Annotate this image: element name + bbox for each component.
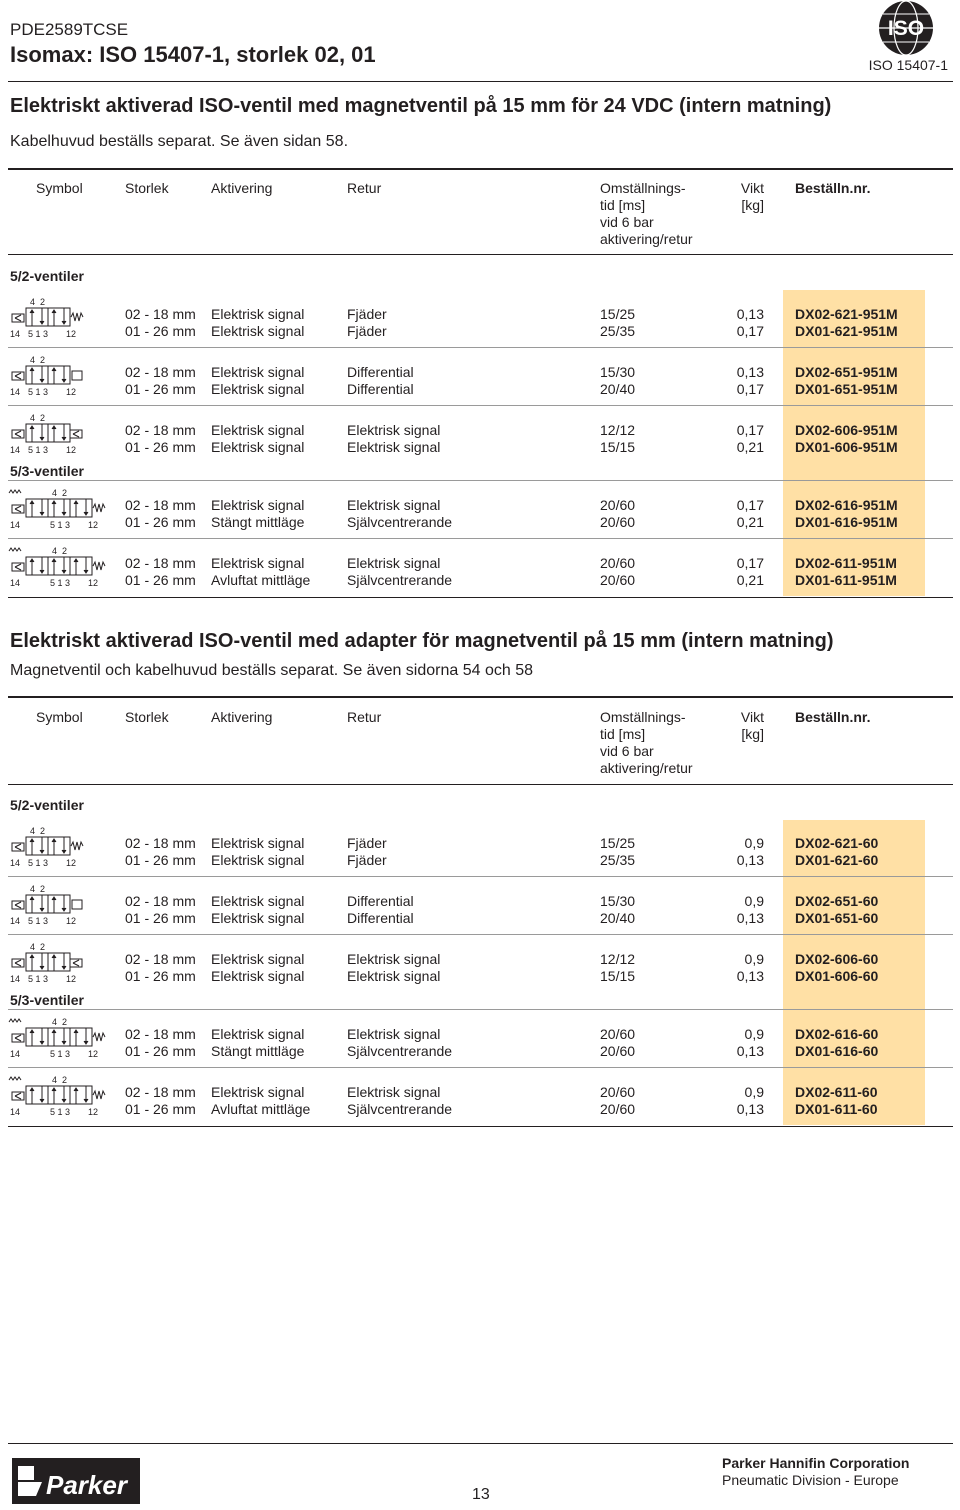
- section-title: Elektriskt aktiverad ISO-ventil med adapter för magnetventil på 15 mm (intern matning): [10, 630, 834, 652]
- size-cell: 02 - 18 mm: [125, 835, 196, 851]
- size-cell: 02 - 18 mm: [125, 497, 196, 513]
- division-name: Pneumatic Division - Europe: [722, 1472, 899, 1488]
- switch-time-cell: 15/15: [600, 439, 636, 455]
- svg-text:4: 4: [30, 355, 36, 365]
- column-header-switch-time-line: vid 6 bar: [600, 214, 654, 230]
- actuation-cell: Elektrisk signal: [211, 893, 305, 909]
- weight-cell: 0,21: [736, 439, 764, 455]
- actuation-cell: Elektrisk signal: [211, 852, 305, 868]
- row-divider: [8, 876, 953, 877]
- row-divider: [8, 405, 953, 406]
- weight-cell: 0,13: [736, 1043, 764, 1059]
- svg-text:4: 4: [52, 1075, 58, 1085]
- switch-time-cell: 25/35: [600, 323, 636, 339]
- switch-time-cell: 20/60: [600, 1084, 636, 1100]
- switch-time-cell: 12/12: [600, 422, 636, 438]
- switch-time-cell: 20/60: [600, 1101, 636, 1117]
- header-rule: [8, 254, 953, 255]
- order-number-cell: DX01-616-60: [795, 1043, 879, 1059]
- svg-text:12: 12: [66, 916, 77, 926]
- size-cell: 02 - 18 mm: [125, 1084, 196, 1100]
- column-header-symbol: Symbol: [36, 709, 83, 725]
- order-number-cell: DX02-616-951M: [795, 497, 898, 513]
- svg-text:2: 2: [40, 355, 46, 365]
- svg-text:14: 14: [10, 329, 21, 339]
- return-cell: Självcentrerande: [347, 1043, 453, 1059]
- order-number-cell: DX02-651-951M: [795, 364, 898, 380]
- weight-cell: 0,17: [736, 381, 764, 397]
- column-header-weight-line: Vikt: [740, 709, 764, 725]
- svg-text:2: 2: [40, 884, 46, 894]
- column-header-weight-line: Vikt: [740, 180, 764, 196]
- svg-text:12: 12: [66, 858, 77, 868]
- return-cell: Differential: [347, 910, 414, 926]
- column-header-switch-time-line: aktivering/retur: [600, 760, 693, 776]
- column-header-switch-time: [600, 180, 693, 248]
- weight-cell: 0,13: [736, 306, 764, 322]
- return-cell: Differential: [347, 893, 414, 909]
- svg-text:5 1 3: 5 1 3: [28, 445, 49, 455]
- weight-cell: 0,17: [736, 497, 764, 513]
- valve-symbol-icon: [8, 1016, 112, 1060]
- column-header-actuation: Aktivering: [211, 180, 273, 196]
- row-divider: [8, 1009, 953, 1010]
- size-cell: 01 - 26 mm: [125, 968, 196, 984]
- return-cell: Fjäder: [347, 323, 387, 339]
- svg-text:12: 12: [66, 445, 77, 455]
- svg-text:5 1 3: 5 1 3: [50, 520, 71, 530]
- weight-cell: 0,13: [736, 852, 764, 868]
- switch-time-cell: 15/15: [600, 968, 636, 984]
- svg-text:5 1 3: 5 1 3: [28, 329, 49, 339]
- return-cell: Självcentrerande: [347, 572, 453, 588]
- page-number: 13: [472, 1486, 490, 1503]
- row-divider: [8, 480, 953, 481]
- iso-logo: [878, 0, 934, 56]
- switch-time-cell: 20/60: [600, 514, 636, 530]
- svg-text:14: 14: [10, 1049, 21, 1059]
- column-header-switch-time-line: aktivering/retur: [600, 231, 693, 247]
- svg-text:14: 14: [10, 387, 21, 397]
- size-cell: 02 - 18 mm: [125, 1026, 196, 1042]
- row-divider: [8, 934, 953, 935]
- header-rule: [8, 81, 953, 82]
- order-number-cell: DX01-616-951M: [795, 514, 898, 530]
- svg-text:2: 2: [40, 297, 46, 307]
- group-label: 5/2-ventiler: [10, 268, 84, 284]
- column-header-switch-time: [600, 709, 693, 777]
- svg-text:5 1 3: 5 1 3: [28, 858, 49, 868]
- switch-time-cell: 15/30: [600, 364, 636, 380]
- actuation-cell: Elektrisk signal: [211, 1026, 305, 1042]
- svg-text:4: 4: [30, 884, 36, 894]
- company-name: Parker Hannifin Corporation: [722, 1455, 910, 1471]
- switch-time-cell: 20/40: [600, 910, 636, 926]
- column-header-return: Retur: [347, 709, 382, 725]
- switch-time-cell: 15/25: [600, 306, 636, 322]
- weight-cell: 0,13: [736, 968, 764, 984]
- switch-time-cell: 20/60: [600, 497, 636, 513]
- svg-text:4: 4: [30, 413, 36, 423]
- order-number-cell: DX01-651-951M: [795, 381, 898, 397]
- column-header-switch-time-line: vid 6 bar: [600, 743, 654, 759]
- return-cell: Elektrisk signal: [347, 968, 441, 984]
- size-cell: 01 - 26 mm: [125, 1043, 196, 1059]
- svg-text:12: 12: [66, 387, 77, 397]
- weight-cell: 0,17: [736, 422, 764, 438]
- order-number-cell: DX01-606-60: [795, 968, 879, 984]
- actuation-cell: Elektrisk signal: [211, 555, 305, 571]
- valve-symbol-icon: [8, 941, 112, 985]
- actuation-cell: Avluftat mittläge: [211, 1101, 311, 1117]
- actuation-cell: Stängt mittläge: [211, 514, 305, 530]
- group-label: 5/3-ventiler: [10, 463, 84, 479]
- svg-text:5 1 3: 5 1 3: [50, 1049, 71, 1059]
- valve-symbol-icon: [8, 354, 112, 398]
- order-number-cell: DX01-651-60: [795, 910, 879, 926]
- section-rule: [8, 168, 953, 170]
- return-cell: Elektrisk signal: [347, 555, 441, 571]
- return-cell: Fjäder: [347, 835, 387, 851]
- column-header-weight: [735, 180, 764, 214]
- size-cell: 01 - 26 mm: [125, 852, 196, 868]
- svg-text:2: 2: [40, 826, 46, 836]
- actuation-cell: Elektrisk signal: [211, 323, 305, 339]
- svg-text:4: 4: [52, 1017, 58, 1027]
- order-number-cell: DX01-606-951M: [795, 439, 898, 455]
- weight-cell: 0,13: [736, 364, 764, 380]
- column-header-size: Storlek: [125, 180, 169, 196]
- actuation-cell: Elektrisk signal: [211, 910, 305, 926]
- size-cell: 01 - 26 mm: [125, 323, 196, 339]
- weight-cell: 0,9: [744, 1026, 764, 1042]
- size-cell: 02 - 18 mm: [125, 951, 196, 967]
- return-cell: Fjäder: [347, 306, 387, 322]
- svg-text:2: 2: [40, 942, 46, 952]
- section-subtitle: Kabelhuvud beställs separat. Se även sidan 58.: [10, 133, 349, 150]
- column-header-actuation: Aktivering: [211, 709, 273, 725]
- switch-time-cell: 20/60: [600, 572, 636, 588]
- row-divider: [8, 538, 953, 539]
- svg-text:14: 14: [10, 1107, 21, 1117]
- svg-text:14: 14: [10, 520, 21, 530]
- order-number-cell: DX02-606-951M: [795, 422, 898, 438]
- order-number-cell: DX02-606-60: [795, 951, 879, 967]
- return-cell: Fjäder: [347, 852, 387, 868]
- actuation-cell: Elektrisk signal: [211, 1084, 305, 1100]
- valve-symbol-icon: [8, 487, 112, 531]
- column-header-symbol: Symbol: [36, 180, 83, 196]
- row-divider: [8, 1067, 953, 1068]
- order-number-cell: DX02-651-60: [795, 893, 879, 909]
- return-cell: Elektrisk signal: [347, 439, 441, 455]
- return-cell: Elektrisk signal: [347, 1084, 441, 1100]
- size-cell: 01 - 26 mm: [125, 1101, 196, 1117]
- size-cell: 02 - 18 mm: [125, 555, 196, 571]
- size-cell: 02 - 18 mm: [125, 893, 196, 909]
- svg-text:12: 12: [88, 1049, 99, 1059]
- switch-time-cell: 20/60: [600, 1043, 636, 1059]
- column-header-weight-line: [kg]: [741, 726, 764, 742]
- column-header-return: Retur: [347, 180, 382, 196]
- weight-cell: 0,9: [744, 893, 764, 909]
- svg-text:4: 4: [30, 942, 36, 952]
- weight-cell: 0,17: [736, 323, 764, 339]
- valve-symbol-icon: [8, 1074, 112, 1118]
- valve-symbol-icon: [8, 296, 112, 340]
- actuation-cell: Elektrisk signal: [211, 968, 305, 984]
- switch-time-cell: 20/60: [600, 1026, 636, 1042]
- actuation-cell: Elektrisk signal: [211, 439, 305, 455]
- return-cell: Elektrisk signal: [347, 422, 441, 438]
- column-header-weight: [735, 709, 764, 743]
- svg-text:2: 2: [62, 1017, 68, 1027]
- svg-text:12: 12: [66, 974, 77, 984]
- svg-text:12: 12: [66, 329, 77, 339]
- row-divider: [8, 1126, 953, 1127]
- switch-time-cell: 15/30: [600, 893, 636, 909]
- switch-time-cell: 25/35: [600, 852, 636, 868]
- document-code: PDE2589TCSE: [10, 20, 129, 39]
- standard-label: ISO 15407-1: [868, 57, 948, 73]
- order-number-cell: DX02-611-951M: [795, 555, 897, 571]
- actuation-cell: Elektrisk signal: [211, 364, 305, 380]
- column-header-switch-time-line: Omställnings-: [600, 709, 686, 725]
- svg-text:14: 14: [10, 445, 21, 455]
- svg-text:5 1 3: 5 1 3: [50, 1107, 71, 1117]
- svg-text:2: 2: [40, 413, 46, 423]
- valve-symbol-icon: [8, 883, 112, 927]
- column-header-weight-line: [kg]: [741, 197, 764, 213]
- column-header-switch-time-line: tid [ms]: [600, 726, 646, 742]
- weight-cell: 0,21: [736, 572, 764, 588]
- svg-text:2: 2: [62, 488, 68, 498]
- parker-logo: [12, 1458, 140, 1504]
- order-number-cell: DX01-611-60: [795, 1101, 878, 1117]
- order-number-cell: DX02-621-60: [795, 835, 879, 851]
- svg-text:12: 12: [88, 520, 99, 530]
- weight-cell: 0,21: [736, 514, 764, 530]
- section-rule: [8, 696, 953, 698]
- return-cell: Elektrisk signal: [347, 1026, 441, 1042]
- weight-cell: 0,17: [736, 555, 764, 571]
- actuation-cell: Elektrisk signal: [211, 381, 305, 397]
- size-cell: 01 - 26 mm: [125, 572, 196, 588]
- actuation-cell: Stängt mittläge: [211, 1043, 305, 1059]
- actuation-cell: Elektrisk signal: [211, 835, 305, 851]
- weight-cell: 0,9: [744, 951, 764, 967]
- svg-text:5 1 3: 5 1 3: [28, 916, 49, 926]
- size-cell: 02 - 18 mm: [125, 364, 196, 380]
- order-number-cell: DX01-621-951M: [795, 323, 898, 339]
- group-label: 5/3-ventiler: [10, 992, 84, 1008]
- return-cell: Differential: [347, 381, 414, 397]
- svg-text:14: 14: [10, 858, 21, 868]
- actuation-cell: Elektrisk signal: [211, 951, 305, 967]
- iso-logo-text: ISO: [887, 17, 925, 40]
- section-title: Elektriskt aktiverad ISO-ventil med magnetventil på 15 mm för 24 VDC (intern matning): [10, 95, 832, 117]
- parker-logo-text: Parker: [46, 1470, 127, 1500]
- column-header-size: Storlek: [125, 709, 169, 725]
- return-cell: Självcentrerande: [347, 514, 453, 530]
- valve-symbol-icon: [8, 825, 112, 869]
- order-number-cell: DX02-611-60: [795, 1084, 878, 1100]
- svg-text:4: 4: [30, 826, 36, 836]
- svg-text:5 1 3: 5 1 3: [28, 387, 49, 397]
- svg-text:2: 2: [62, 1075, 68, 1085]
- column-header-order-no: Beställn.nr.: [795, 709, 871, 725]
- order-number-cell: DX01-611-951M: [795, 572, 897, 588]
- valve-symbol-icon: [8, 412, 112, 456]
- weight-cell: 0,9: [744, 835, 764, 851]
- return-cell: Självcentrerande: [347, 1101, 453, 1117]
- switch-time-cell: 20/40: [600, 381, 636, 397]
- column-header-switch-time-line: tid [ms]: [600, 197, 646, 213]
- weight-cell: 0,9: [744, 1084, 764, 1100]
- return-cell: Elektrisk signal: [347, 497, 441, 513]
- return-cell: Differential: [347, 364, 414, 380]
- column-header-order-no: Beställn.nr.: [795, 180, 871, 196]
- footer-rule: [8, 1443, 953, 1444]
- size-cell: 02 - 18 mm: [125, 306, 196, 322]
- actuation-cell: Elektrisk signal: [211, 422, 305, 438]
- row-divider: [8, 597, 953, 598]
- return-cell: Elektrisk signal: [347, 951, 441, 967]
- order-number-cell: DX02-621-951M: [795, 306, 898, 322]
- row-divider: [8, 347, 953, 348]
- svg-text:4: 4: [30, 297, 36, 307]
- group-label: 5/2-ventiler: [10, 797, 84, 813]
- weight-cell: 0,13: [736, 910, 764, 926]
- svg-text:4: 4: [52, 488, 58, 498]
- svg-text:5 1 3: 5 1 3: [28, 974, 49, 984]
- svg-text:12: 12: [88, 578, 99, 588]
- svg-text:14: 14: [10, 974, 21, 984]
- weight-cell: 0,13: [736, 1101, 764, 1117]
- svg-text:14: 14: [10, 916, 21, 926]
- actuation-cell: Avluftat mittläge: [211, 572, 311, 588]
- section-subtitle: Magnetventil och kabelhuvud beställs separat. Se även sidorna 54 och 58: [10, 662, 534, 679]
- size-cell: 01 - 26 mm: [125, 439, 196, 455]
- svg-text:14: 14: [10, 578, 21, 588]
- switch-time-cell: 12/12: [600, 951, 636, 967]
- svg-text:2: 2: [62, 546, 68, 556]
- size-cell: 01 - 26 mm: [125, 514, 196, 530]
- page-title: Isomax: ISO 15407-1, storlek 02, 01: [10, 42, 376, 67]
- switch-time-cell: 15/25: [600, 835, 636, 851]
- header-rule: [8, 784, 953, 785]
- actuation-cell: Elektrisk signal: [211, 306, 305, 322]
- actuation-cell: Elektrisk signal: [211, 497, 305, 513]
- switch-time-cell: 20/60: [600, 555, 636, 571]
- size-cell: 01 - 26 mm: [125, 381, 196, 397]
- order-number-cell: DX02-616-60: [795, 1026, 879, 1042]
- size-cell: 02 - 18 mm: [125, 422, 196, 438]
- size-cell: 01 - 26 mm: [125, 910, 196, 926]
- svg-text:12: 12: [88, 1107, 99, 1117]
- order-number-cell: DX01-621-60: [795, 852, 879, 868]
- column-header-switch-time-line: Omställnings-: [600, 180, 686, 196]
- svg-text:4: 4: [52, 546, 58, 556]
- valve-symbol-icon: [8, 545, 112, 589]
- svg-text:5 1 3: 5 1 3: [50, 578, 71, 588]
